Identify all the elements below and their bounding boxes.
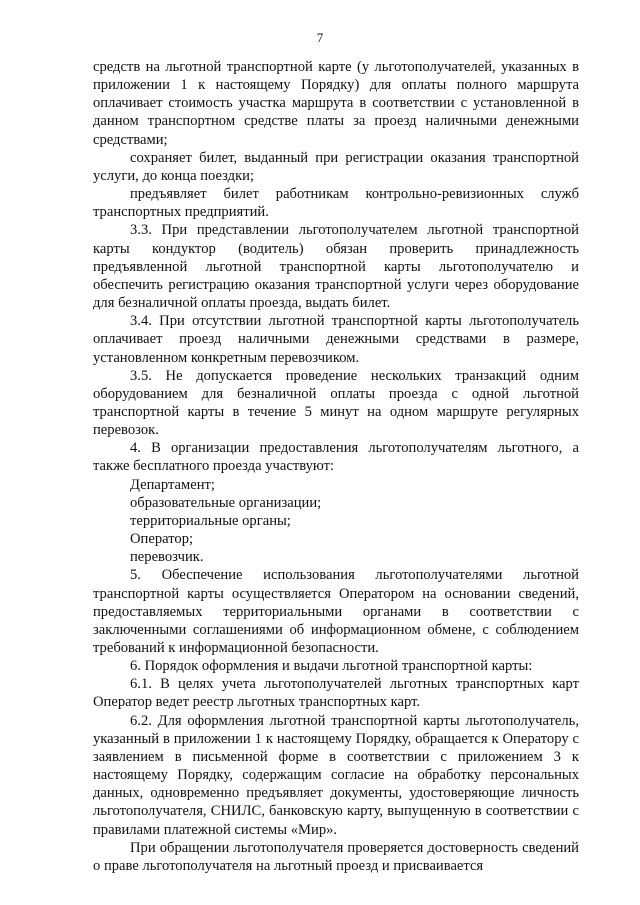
paragraph-3-3: 3.3. При представлении льготополучателем льготной транспортной карты кондуктор (водитель) обязан проверить принадлежность предъявленной льготной транспортной карты льготополучателю и обеспечить регистрацию оказания транспортной услуги через оборудование для безналичной оплаты проезда, выдать билет. [93, 222, 579, 312]
paragraph-3-4: 3.4. При отсутствии льготной транспортной карты льготополучатель оплачивает проезд наличными денежными средствами в размере, установленном конкретным перевозчиком. [93, 313, 579, 366]
list-item: образовательные организации; [130, 494, 322, 511]
document-body [93, 58, 579, 875]
list-item: Оператор; [130, 531, 194, 548]
paragraph-3-5: 3.5. Не допускается проведение нескольких транзакций одним оборудованием для безналичной оплаты проезда с одной льготной транспортной карты в течение 5 минут на одном маршруте регулярных перевозок. [93, 367, 579, 439]
paragraph-6-2: 6.2. Для оформления льготной транспортной карты льготополучатель, указанный в приложении 1 к настоящему Порядку, обращается к Оператору с заявлением в письменной форме в соответствии с приложением 3 к настоящему Порядку, содержащим согласие на обработку персональных данных, одновременно предъявляет документы, удостоверяющие личность льготополучателя, СНИЛС, банковскую карту, выпущенную в соответствии с правилами платежной системы «Мир». [93, 712, 579, 838]
page-number: 7 [316, 30, 324, 45]
paragraph-verification: При обращении льготополучателя проверяется достоверность сведений о праве льготополучателя на льготный проезд и присваивается [93, 839, 579, 874]
list-item: перевозчик. [130, 549, 204, 566]
paragraph-continuation: средств на льготной транспортной карте (у льготополучателей, указанных в приложении 1 к настоящему Порядку) для оплаты полного маршрута оплачивает стоимость участка маршрута в соответствии с установленной в данном транспортном средстве платы за проезд наличными денежными средствами; [93, 59, 579, 148]
paragraph-save-ticket: сохраняет билет, выданный при регистрации оказания транспортной услуги, до конца поездки; [93, 149, 579, 184]
list-item: Департамент; [130, 476, 215, 493]
paragraph-4: 4. В организации предоставления льготополучателям льготного, а также бесплатного проезда участвуют: [93, 440, 579, 475]
paragraph-6: 6. Порядок оформления и выдачи льготной транспортной карты: [130, 658, 533, 675]
list-item: территориальные органы; [130, 512, 291, 529]
paragraph-show-ticket: предъявляет билет работникам контрольно-ревизионных служб транспортных предприятий. [93, 186, 579, 221]
paragraph-6-1: 6.1. В целях учета льготополучателей льготных транспортных карт Оператор ведет реестр льготных транспортных карт. [93, 676, 579, 711]
paragraph-5: 5. Обеспечение использования льготополучателями льготной транспортной карты осуществляется Оператором на основании сведений, предоставляемых территориальными органами в соответствии с заключенными соглашениями об информационном обмене, с соблюдением требований к информационной безопасности. [93, 567, 579, 656]
